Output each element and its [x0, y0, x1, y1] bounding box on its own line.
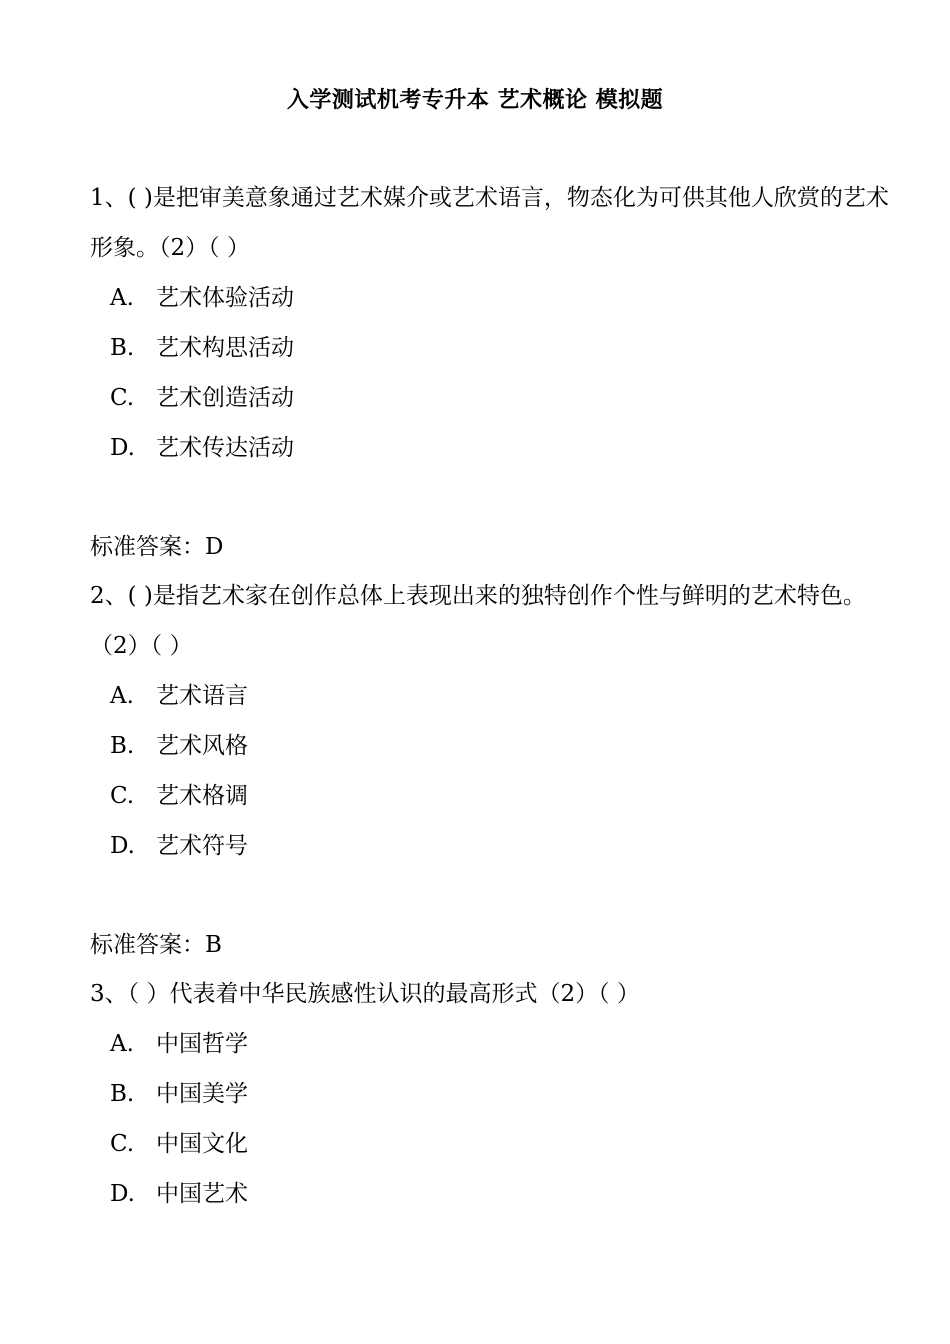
option-text: 艺术传达活动	[156, 435, 294, 461]
page-title: 入学测试机考专升本 艺术概论 模拟题	[286, 87, 664, 113]
option-letter: D.	[110, 1181, 135, 1207]
option-letter: B.	[110, 335, 135, 361]
option-letter: C.	[110, 385, 135, 411]
question-1	[90, 173, 890, 473]
option-letter: C.	[110, 1131, 135, 1157]
option-b	[110, 323, 890, 373]
option-d	[110, 1169, 890, 1219]
question-3	[90, 969, 890, 1219]
option-c	[110, 1119, 890, 1169]
option-a	[110, 1019, 890, 1069]
option-b	[110, 721, 890, 771]
question-2	[90, 571, 890, 871]
option-text: 艺术构思活动	[156, 335, 294, 361]
option-b	[110, 1069, 890, 1119]
answer-1: 标准答案：D	[90, 534, 224, 560]
option-text: 中国哲学	[156, 1031, 248, 1057]
option-letter: A.	[110, 1031, 134, 1057]
option-letter: C.	[110, 783, 135, 809]
option-letter: A.	[110, 285, 134, 311]
option-a	[110, 273, 890, 323]
option-c	[110, 373, 890, 423]
option-text: 中国美学	[156, 1081, 248, 1107]
option-text: 艺术语言	[156, 683, 248, 709]
question-stem: 2、( )是指艺术家在创作总体上表现出来的独特创作个性与鲜明的艺术特色。（2）（ ）	[90, 583, 866, 659]
option-text: 中国文化	[156, 1131, 248, 1157]
option-text: 艺术符号	[156, 833, 248, 859]
option-text: 中国艺术	[156, 1181, 248, 1207]
answer-2: 标准答案：B	[90, 932, 222, 958]
option-a	[110, 671, 890, 721]
option-letter: A.	[110, 683, 134, 709]
option-d	[110, 821, 890, 871]
option-c	[110, 771, 890, 821]
option-letter: B.	[110, 733, 135, 759]
option-text: 艺术创造活动	[156, 385, 294, 411]
option-text: 艺术风格	[156, 733, 248, 759]
option-letter: D.	[110, 435, 135, 461]
option-letter: D.	[110, 833, 135, 859]
question-stem: 1、( )是把审美意象通过艺术媒介或艺术语言，物态化为可供其他人欣赏的艺术形象。（2）（ ）	[90, 185, 889, 261]
option-letter: B.	[110, 1081, 135, 1107]
option-text: 艺术格调	[156, 783, 248, 809]
option-text: 艺术体验活动	[156, 285, 294, 311]
option-d	[110, 423, 890, 473]
question-stem: 3、（ ）代表着中华民族感性认识的最高形式（2）（ ）	[90, 981, 640, 1007]
